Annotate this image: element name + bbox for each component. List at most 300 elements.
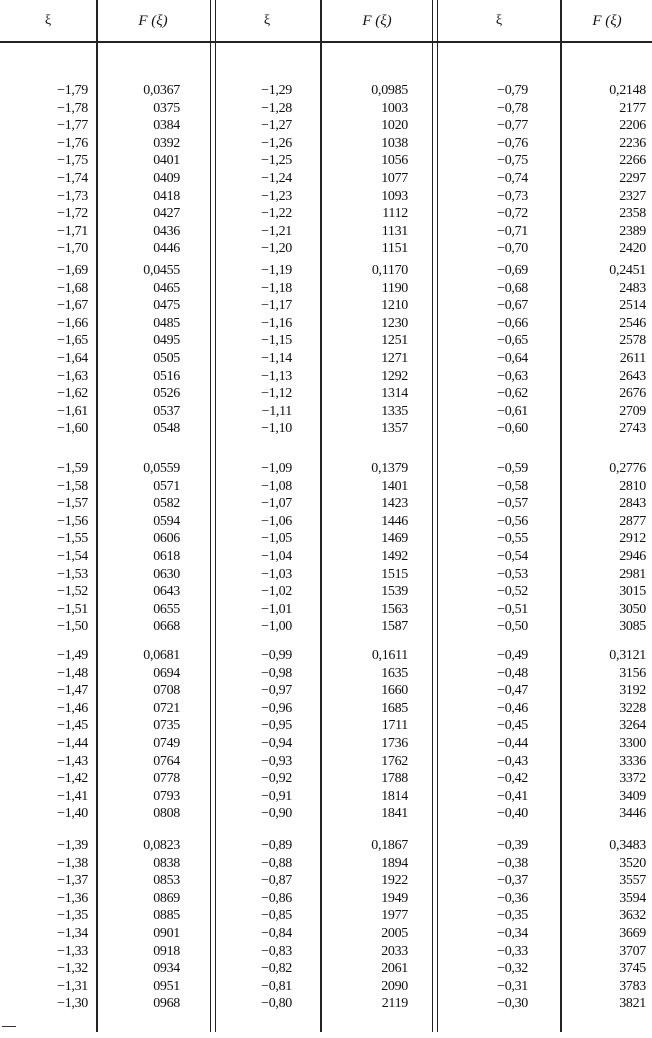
f-value: 3264 [619,718,646,734]
xi-value: −0,93 [261,753,292,769]
xi-value: −0,77 [497,118,528,134]
xi-value: −1,40 [57,806,88,822]
f-value: 0,0367 [143,83,180,98]
xi-value: −1,11 [261,403,292,419]
xi-value: −0,80 [261,996,292,1012]
xi-value: −1,29 [261,83,292,98]
xi-value: −0,52 [497,584,528,600]
xi-value: −0,50 [497,619,528,635]
f-value: 0485 [153,315,180,331]
xi-value: −0,97 [261,683,292,699]
xi-value: −1,30 [57,996,88,1012]
f-value: 0951 [153,978,180,994]
f-value: 2005 [381,926,408,941]
f-value: 3520 [619,855,646,871]
f-value: 1210 [381,298,408,314]
f-value: 2709 [619,403,646,419]
xi-value: −0,90 [261,806,292,822]
f-value: 3372 [619,771,646,787]
xi-value: −0,79 [497,83,528,98]
f-value: 1922 [381,873,408,889]
f-value: 0,2148 [609,83,646,98]
xi-value: −0,38 [497,855,528,871]
xi-value: −0,30 [497,996,528,1012]
f-value: 1446 [381,513,408,529]
f-value: 3446 [619,806,646,822]
column-divider-double-a [432,0,433,1032]
f-value: 0505 [153,351,180,366]
xi-value: −1,46 [57,700,88,716]
f-value: 0,1170 [371,263,408,278]
xi-value: −0,48 [497,665,528,681]
xi-value: −0,33 [497,943,528,959]
f-value: 1112 [382,206,408,222]
xi-value: −1,09 [261,461,292,476]
f-value: 0853 [153,873,180,889]
f-value: 3300 [619,736,646,751]
f-value: 2810 [619,478,646,494]
xi-value: −0,84 [261,926,292,941]
column-divider [96,0,98,1032]
f-value: 0375 [153,100,180,116]
xi-value: −1,68 [57,280,88,296]
xi-value: −0,57 [497,496,528,512]
header-f-2: F (ξ) [362,13,392,29]
xi-value: −0,64 [497,351,528,366]
header-xi-1: ξ [44,13,52,28]
f-value: 1357 [381,421,408,437]
f-value: 2297 [619,171,646,186]
f-value: 3156 [619,665,646,681]
f-value: 2358 [619,206,646,222]
f-value: 3594 [619,890,646,906]
f-value: 2578 [619,333,646,349]
xi-value: −0,91 [261,788,292,804]
header-f-3: F (ξ) [592,13,622,29]
f-value: 1190 [381,280,408,296]
xi-value: −1,31 [57,978,88,994]
f-value: 1539 [381,584,408,600]
xi-value: −1,03 [261,566,292,582]
xi-value: −0,92 [261,771,292,787]
xi-value: −1,00 [261,619,292,635]
f-value: 2327 [619,188,646,204]
f-value: 0721 [153,700,180,716]
column-divider-double-a [210,0,211,1032]
xi-value: −1,58 [57,478,88,494]
f-value: 2643 [619,368,646,384]
f-value: 1814 [381,788,408,804]
xi-value: −1,24 [261,171,292,186]
xi-value: −0,88 [261,855,292,871]
xi-value: −0,85 [261,908,292,924]
xi-value: −0,51 [497,601,528,617]
f-value: 1251 [381,333,408,349]
f-value: 1711 [381,718,408,734]
xi-value: −1,47 [57,683,88,699]
f-value: 0,0681 [143,648,180,663]
xi-value: −1,34 [57,926,88,941]
f-value: 1515 [381,566,408,582]
xi-value: −1,67 [57,298,88,314]
xi-value: −0,98 [261,665,292,681]
xi-value: −0,74 [497,171,528,186]
f-value: 1423 [381,496,408,512]
f-value: 0594 [153,513,180,529]
f-value: 3669 [619,926,646,941]
f-value: 0808 [153,806,180,822]
f-value: 0495 [153,333,180,349]
f-value: 1314 [381,386,408,402]
xi-value: −0,96 [261,700,292,716]
f-value: 1056 [381,153,408,169]
f-value: 2877 [619,513,646,529]
xi-value: −0,83 [261,943,292,959]
xi-value: −1,45 [57,718,88,734]
f-value: 2420 [619,241,646,257]
f-value: 0,1867 [371,838,408,853]
f-value: 0655 [153,601,180,617]
header-xi-2: ξ [263,13,271,28]
f-value: 0885 [153,908,180,924]
f-value: 1271 [381,351,408,366]
xi-value: −1,14 [261,351,292,366]
xi-value: −1,43 [57,753,88,769]
f-value: 2090 [381,978,408,994]
f-value: 1335 [381,403,408,419]
f-value: 2946 [619,549,646,564]
header-rule [0,41,652,43]
xi-value: −1,62 [57,386,88,402]
f-value: 3228 [619,700,646,716]
f-value: 0,3483 [609,838,646,853]
f-value: 1635 [381,665,408,681]
xi-value: −0,95 [261,718,292,734]
f-value: 3821 [619,996,646,1012]
f-value: 0764 [153,753,180,769]
xi-value: −0,47 [497,683,528,699]
f-value: 2546 [619,315,646,331]
xi-value: −1,75 [57,153,88,169]
f-value: 0436 [153,223,180,239]
xi-value: −1,63 [57,368,88,384]
xi-value: −1,32 [57,961,88,977]
xi-value: −0,37 [497,873,528,889]
f-value: 0606 [153,531,180,547]
xi-value: −1,70 [57,241,88,257]
xi-value: −1,01 [261,601,292,617]
xi-value: −1,53 [57,566,88,582]
f-value: 3783 [619,978,646,994]
xi-value: −1,49 [57,648,88,663]
f-value: 1401 [381,478,408,494]
f-value: 1762 [381,753,408,769]
xi-value: −1,37 [57,873,88,889]
xi-value: −1,44 [57,736,88,751]
xi-value: −0,40 [497,806,528,822]
header-f-1: F (ξ) [138,13,168,29]
f-value: 0630 [153,566,180,582]
xi-value: −1,42 [57,771,88,787]
xi-value: −1,35 [57,908,88,924]
xi-value: −1,22 [261,206,292,222]
f-value: 0618 [153,549,180,564]
f-value: 2236 [619,135,646,151]
xi-value: −1,51 [57,601,88,617]
xi-value: −1,56 [57,513,88,529]
f-value: 1587 [381,619,408,635]
f-value: 1093 [381,188,408,204]
f-value: 1841 [381,806,408,822]
xi-value: −1,38 [57,855,88,871]
f-value: 0749 [153,736,180,751]
f-value: 0582 [153,496,180,512]
f-value: 0401 [153,153,180,169]
f-value: 0869 [153,890,180,906]
xi-value: −0,61 [497,403,528,419]
f-value: 0384 [153,118,180,134]
xi-value: −0,44 [497,736,528,751]
xi-value: −0,87 [261,873,292,889]
f-value: 0,0823 [143,838,180,853]
f-value: 0901 [153,926,180,941]
xi-value: −0,41 [497,788,528,804]
f-value: 2061 [381,961,408,977]
xi-value: −0,62 [497,386,528,402]
xi-value: −0,70 [497,241,528,257]
f-value: 2206 [619,118,646,134]
xi-value: −0,63 [497,368,528,384]
column-divider [560,0,562,1032]
f-value: 2119 [381,996,408,1012]
f-value: 0392 [153,135,180,151]
xi-value: −1,28 [261,100,292,116]
f-value: 3707 [619,943,646,959]
xi-value: −1,10 [261,421,292,437]
xi-value: −1,48 [57,665,88,681]
f-value: 0934 [153,961,180,977]
xi-value: −0,86 [261,890,292,906]
xi-value: −0,72 [497,206,528,222]
xi-value: −0,81 [261,978,292,994]
xi-value: −0,35 [497,908,528,924]
f-value: 3192 [619,683,646,699]
f-value: 1131 [381,223,408,239]
xi-value: −0,49 [497,648,528,663]
xi-value: −1,05 [261,531,292,547]
xi-value: −0,45 [497,718,528,734]
f-value: 1788 [381,771,408,787]
xi-value: −1,71 [57,223,88,239]
xi-value: −0,99 [261,648,292,663]
xi-value: −1,20 [261,241,292,257]
xi-value: −1,64 [57,351,88,366]
f-value: 2743 [619,421,646,437]
xi-value: −0,58 [497,478,528,494]
f-value: 0643 [153,584,180,600]
xi-value: −0,42 [497,771,528,787]
f-value: 3050 [619,601,646,617]
xi-value: −1,52 [57,584,88,600]
xi-value: −0,71 [497,223,528,239]
xi-value: −1,41 [57,788,88,804]
xi-value: −1,13 [261,368,292,384]
f-value: 0694 [153,665,180,681]
xi-value: −1,78 [57,100,88,116]
xi-value: −0,82 [261,961,292,977]
xi-value: −0,65 [497,333,528,349]
bottom-tick [2,1026,16,1027]
f-value: 1077 [381,171,408,186]
xi-value: −1,07 [261,496,292,512]
xi-value: −1,18 [261,280,292,296]
xi-value: −0,68 [497,280,528,296]
xi-value: −1,23 [261,188,292,204]
f-value: 3336 [619,753,646,769]
xi-value: −1,73 [57,188,88,204]
xi-value: −1,19 [261,263,292,278]
xi-value: −1,66 [57,315,88,331]
f-value: 0571 [153,478,180,494]
f-value: 0548 [153,421,180,437]
xi-value: −1,55 [57,531,88,547]
f-value: 0,2776 [609,461,646,476]
f-value: 0793 [153,788,180,804]
xi-value: −0,39 [497,838,528,853]
f-value: 0,3121 [609,648,646,663]
f-value: 2389 [619,223,646,239]
f-value: 1151 [381,241,408,257]
f-value: 2611 [619,351,646,366]
f-value: 1292 [381,368,408,384]
xi-value: −0,75 [497,153,528,169]
xi-value: −0,56 [497,513,528,529]
xi-value: −0,34 [497,926,528,941]
f-value: 0465 [153,280,180,296]
f-value: 3745 [619,961,646,977]
f-value: 1020 [381,118,408,134]
xi-value: −1,61 [57,403,88,419]
f-value: 0409 [153,171,180,186]
xi-value: −0,66 [497,315,528,331]
f-value: 2033 [381,943,408,959]
xi-value: −0,78 [497,100,528,116]
f-value: 2514 [619,298,646,314]
xi-value: −1,69 [57,263,88,278]
f-value: 1563 [381,601,408,617]
f-value: 0418 [153,188,180,204]
xi-value: −1,02 [261,584,292,600]
xi-value: −0,94 [261,736,292,751]
xi-value: −1,57 [57,496,88,512]
f-value: 3409 [619,788,646,804]
xi-value: −0,76 [497,135,528,151]
xi-value: −1,12 [261,386,292,402]
f-value: 0778 [153,771,180,787]
f-value: 0446 [153,241,180,257]
xi-value: −0,89 [261,838,292,853]
f-value: 0668 [153,619,180,635]
xi-value: −1,33 [57,943,88,959]
f-value: 3015 [619,584,646,600]
f-value: 1003 [381,100,408,116]
f-value: 1469 [381,531,408,547]
f-value: 0,1611 [371,648,408,663]
xi-value: −1,26 [261,135,292,151]
f-value: 1894 [381,855,408,871]
f-value: 3557 [619,873,646,889]
column-divider-double-b [437,0,438,1032]
f-value: 0516 [153,368,180,384]
xi-value: −0,53 [497,566,528,582]
xi-value: −1,27 [261,118,292,134]
f-value: 3085 [619,619,646,635]
xi-value: −1,59 [57,461,88,476]
f-value: 1230 [381,315,408,331]
f-value: 1660 [381,683,408,699]
f-value: 0708 [153,683,180,699]
xi-value: −1,72 [57,206,88,222]
f-value: 0526 [153,386,180,402]
xi-value: −0,54 [497,549,528,564]
xi-value: −1,15 [261,333,292,349]
xi-value: −0,69 [497,263,528,278]
f-value: 0,0985 [371,83,408,98]
xi-value: −0,59 [497,461,528,476]
f-value: 1977 [381,908,408,924]
f-value: 2483 [619,280,646,296]
xi-value: −1,76 [57,135,88,151]
xi-value: −1,16 [261,315,292,331]
xi-value: −1,79 [57,83,88,98]
f-value: 0427 [153,206,180,222]
xi-value: −1,04 [261,549,292,564]
f-value: 2266 [619,153,646,169]
f-value: 0,1379 [371,461,408,476]
xi-value: −1,17 [261,298,292,314]
f-value: 1685 [381,700,408,716]
xi-value: −0,60 [497,421,528,437]
f-value: 1038 [381,135,408,151]
xi-value: −0,43 [497,753,528,769]
f-value: 1736 [381,736,408,751]
f-value: 0968 [153,996,180,1012]
xi-value: −1,06 [261,513,292,529]
column-divider [320,0,322,1032]
xi-value: −1,77 [57,118,88,134]
xi-value: −1,60 [57,421,88,437]
f-value: 0537 [153,403,180,419]
f-value: 0475 [153,298,180,314]
xi-value: −0,46 [497,700,528,716]
xi-value: −0,32 [497,961,528,977]
xi-value: −1,21 [261,223,292,239]
f-value: 0735 [153,718,180,734]
f-value: 2177 [619,100,646,116]
f-value: 2676 [619,386,646,402]
xi-value: −0,73 [497,188,528,204]
xi-value: −1,65 [57,333,88,349]
f-value: 0,0455 [143,263,180,278]
f-value: 0838 [153,855,180,871]
f-value: 0,0559 [143,461,180,476]
xi-value: −0,31 [497,978,528,994]
xi-value: −1,74 [57,171,88,186]
f-value: 1492 [381,549,408,564]
xi-value: −1,25 [261,153,292,169]
xi-value: −0,67 [497,298,528,314]
f-value: 2843 [619,496,646,512]
